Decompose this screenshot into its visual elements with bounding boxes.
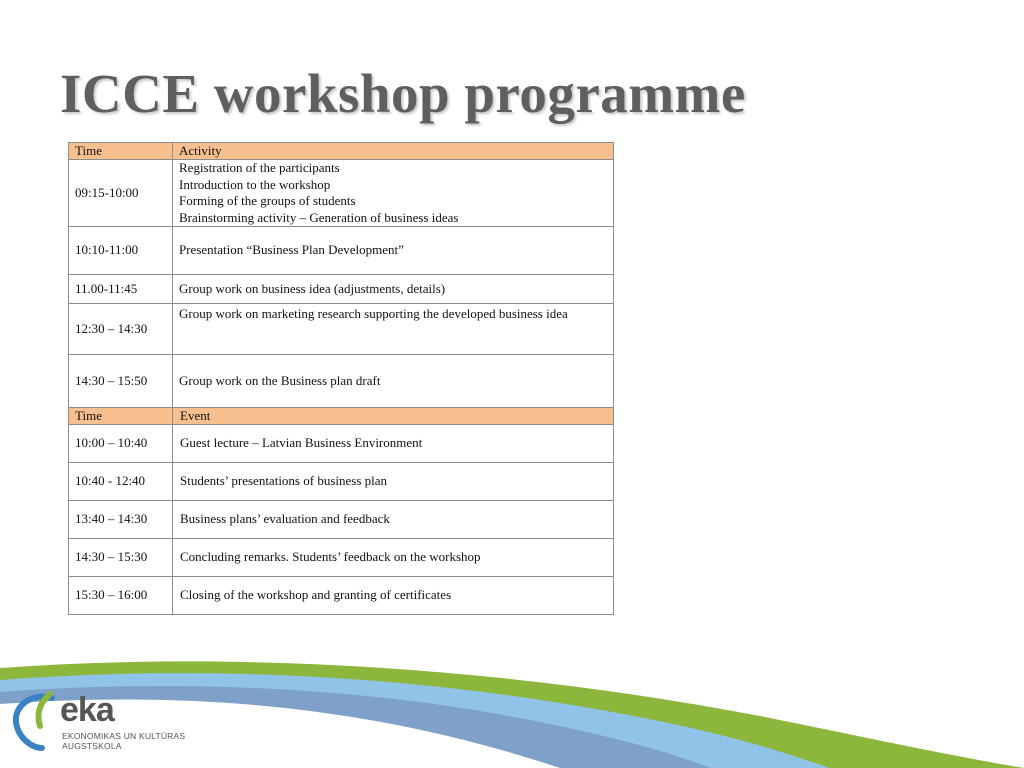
row-activity: Group work on business idea (adjustments, details) <box>173 275 614 304</box>
row-time: 09:15-10:00 <box>69 160 173 227</box>
row-time: 13:40 – 14:30 <box>69 501 173 539</box>
row-time: 14:30 – 15:50 <box>69 355 173 408</box>
table-row <box>69 425 614 463</box>
row-time: 10:10-11:00 <box>69 227 173 275</box>
logo-caption-line2: AUGSTSKOLA <box>62 741 122 751</box>
eka-logo-mark-icon <box>12 688 62 752</box>
table-row <box>69 275 614 304</box>
row-time: 11.00-11:45 <box>69 275 173 304</box>
logo-wordmark: eka <box>60 691 114 729</box>
logo-caption <box>62 731 185 751</box>
header-time: Time <box>69 408 173 425</box>
row-event: Concluding remarks. Students’ feedback on the workshop <box>173 539 614 577</box>
programme-table <box>68 142 614 615</box>
row-event: Guest lecture – Latvian Business Environment <box>173 425 614 463</box>
row-event: Closing of the workshop and granting of certificates <box>173 577 614 615</box>
page-title: ICCE workshop programme <box>60 63 746 124</box>
header-time: Time <box>69 143 173 160</box>
table-row <box>69 227 614 275</box>
table-header-day1 <box>69 143 614 160</box>
table-row <box>69 501 614 539</box>
row-event: Students’ presentations of business plan <box>173 463 614 501</box>
row-time: 12:30 – 14:30 <box>69 304 173 355</box>
table-row <box>69 539 614 577</box>
activity-line: Brainstorming activity – Generation of business ideas <box>179 209 459 225</box>
table-row <box>69 160 614 227</box>
row-event: Business plans’ evaluation and feedback <box>173 501 614 539</box>
activity-line: Registration of the participants <box>179 160 340 175</box>
row-activity: Group work on marketing research supporting the developed business idea <box>173 304 614 355</box>
header-activity: Activity <box>173 143 614 160</box>
row-time: 10:00 – 10:40 <box>69 425 173 463</box>
activity-line: Forming of the groups of students <box>179 193 356 208</box>
logo-caption-line1: EKONOMIKAS UN KULTŪRAS <box>62 731 186 741</box>
activity-line: Introduction to the workshop <box>179 176 331 192</box>
table-row <box>69 463 614 501</box>
table-header-day2 <box>69 408 614 425</box>
row-activity <box>173 160 614 227</box>
table-row <box>69 304 614 355</box>
table-row <box>69 355 614 408</box>
row-activity: Presentation “Business Plan Development” <box>173 227 614 275</box>
table-row <box>69 577 614 615</box>
row-time: 14:30 – 15:30 <box>69 539 173 577</box>
row-time: 10:40 - 12:40 <box>69 463 173 501</box>
header-event: Event <box>173 408 614 425</box>
row-activity: Group work on the Business plan draft <box>173 355 614 408</box>
row-time: 15:30 – 16:00 <box>69 577 173 615</box>
